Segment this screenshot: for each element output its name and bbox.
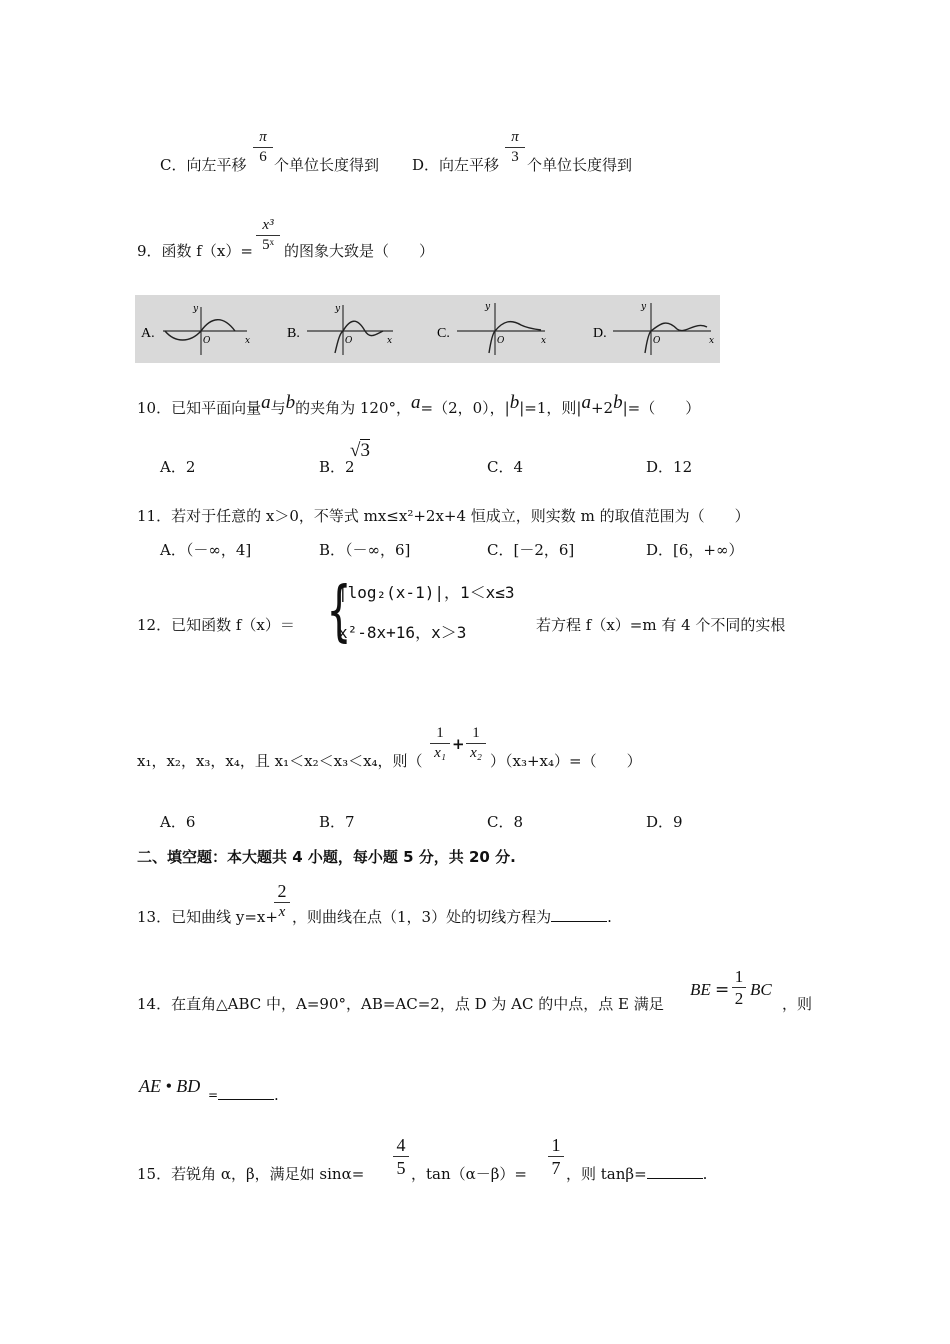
q12-option-d: D．9 xyxy=(646,813,683,831)
q10-vector-b: b xyxy=(285,392,296,413)
q12-line2-suffix: ）（x₃+x₄）=（ ） xyxy=(490,752,642,770)
q10-option-c: C．4 xyxy=(487,458,524,476)
q11-stem: 11．若对于任意的 x＞0，不等式 mx≤x²+2x+4 恒成立，则实数 m 的取值范围为（ ） xyxy=(137,507,750,525)
q13-denominator: x xyxy=(278,904,286,920)
q9-numerator: x³ xyxy=(262,217,274,233)
q14-answer-blank xyxy=(218,1087,274,1100)
q12-fraction-1 xyxy=(430,726,450,761)
q14-answer xyxy=(218,1086,279,1104)
q9-graph-c xyxy=(437,302,546,355)
q15-f2-numerator: 1 xyxy=(551,1135,561,1155)
q9-graph-b-y: y xyxy=(335,304,341,314)
q14-end-period: . xyxy=(274,1086,279,1104)
q9-graph-c-o: O xyxy=(497,336,505,346)
q8-c-numerator: π xyxy=(259,129,267,145)
q9-stem-prefix: 9．函数 f（x）= xyxy=(137,242,253,260)
q13-suffix-text: ，则曲线在点（1，3）处的切线方程为 xyxy=(292,908,552,926)
q8-option-d-prefix: D．向左平移 xyxy=(412,156,500,174)
q12-stem-suffix: 若方程 f（x）=m 有 4 个不同的实根 xyxy=(536,616,786,634)
q9-graph-d-o: O xyxy=(653,336,661,346)
q10-vector-a-2: a xyxy=(411,392,421,413)
section-2-title: 二、填空题：本大题共 4 小题，每小题 5 分，共 20 分. xyxy=(137,848,516,866)
q12-brace: { xyxy=(326,572,352,649)
q14-vector-equation xyxy=(690,968,790,1018)
q9-graph-c-y: y xyxy=(485,302,491,312)
q12-f2-numerator: 1 xyxy=(472,725,480,741)
q13-answer-blank xyxy=(551,909,607,922)
q10-vector-b-3: b xyxy=(613,392,623,413)
q9-graph-a-label: A. xyxy=(141,326,155,341)
q10-text-4: =（2，0），| xyxy=(420,399,510,417)
q15-f1-denominator: 5 xyxy=(396,1158,406,1178)
q9-graph-d-y: y xyxy=(641,302,647,312)
q9-graph-a-y: y xyxy=(193,304,199,314)
q8-option-d-suffix: 个单位长度得到 xyxy=(527,156,633,174)
q10-text-7: |=（ ） xyxy=(622,399,701,417)
q9-graph-a-o: O xyxy=(203,336,211,346)
q9-graph-c-label: C. xyxy=(437,326,450,341)
q8-d-numerator: π xyxy=(511,129,519,145)
q15-stem-prefix: 15．若锐角 α，β，满足如 sinα= xyxy=(137,1165,365,1183)
q8-option-c-prefix: C．向左平移 xyxy=(160,156,247,174)
q15-stem-suffix xyxy=(566,1163,707,1184)
q12-option-c: C．8 xyxy=(487,813,524,831)
q14-denominator: 2 xyxy=(734,989,744,1008)
q9-graph-b-o: O xyxy=(345,336,353,346)
q8-option-c-fraction xyxy=(253,130,273,165)
q10-option-b: B．2 xyxy=(319,458,355,476)
q9-denominator: 5ˣ xyxy=(262,237,274,253)
q12-piece-2: x²-8x+16，x＞3 xyxy=(338,623,467,642)
q10-option-b-radical: √3 xyxy=(350,440,370,461)
q9-stem-suffix: 的图象大致是（ ） xyxy=(284,242,435,260)
q14-line2-expression: AE • BD xyxy=(139,1076,201,1096)
q15-suffix-text: ，则 tanβ= xyxy=(566,1165,647,1183)
q12-fraction-2 xyxy=(466,726,486,761)
q11-option-a: A．（－∞，4] xyxy=(160,541,252,559)
q12-piece-1: |log₂(x-1)|，1＜x≤3 xyxy=(338,583,515,602)
q9-graph-options-image xyxy=(135,295,720,363)
q13-stem-prefix: 13．已知曲线 y=x+ xyxy=(137,908,278,926)
q15-answer-blank xyxy=(647,1166,703,1179)
q12-option-a: A．6 xyxy=(160,813,196,831)
q15-stem-mid: ，tan（α－β）= xyxy=(411,1165,528,1183)
q10-vector-b-2: b xyxy=(509,392,520,413)
q14-stem: 14．在直角△ABC 中，A=90°，AB=AC=2，点 D 为 AC 的中点，点 E 满足 xyxy=(137,995,664,1013)
q11-option-d: D．[6，+∞） xyxy=(646,541,744,559)
q9-graph-b-label: B. xyxy=(287,326,300,341)
q15-f2-denominator: 7 xyxy=(551,1158,561,1178)
q12-f1-denominator: x₁ xyxy=(434,745,446,761)
q14-be: BE xyxy=(690,980,711,999)
q11-option-c: C．[－2，6] xyxy=(487,541,575,559)
q14-eq: = xyxy=(715,980,730,1000)
q10-text-2: 与 xyxy=(270,399,286,417)
q13-fraction xyxy=(274,882,290,920)
q14-fraction xyxy=(732,968,746,1007)
q9-graphs-svg xyxy=(135,295,720,363)
q15-f1-numerator: 4 xyxy=(396,1135,406,1155)
q15-end-period: . xyxy=(702,1165,708,1183)
q9-graph-d xyxy=(593,302,714,355)
q14-line2-eq: = xyxy=(208,1088,219,1102)
q10-option-d: D．12 xyxy=(646,458,693,476)
q9-graph-a-x: x xyxy=(245,336,251,346)
q10-text-6: +2 xyxy=(590,399,614,417)
q12-plus: + xyxy=(452,735,465,753)
q8-c-denominator: 6 xyxy=(259,149,267,165)
q15-fraction-1 xyxy=(393,1136,409,1177)
q9-graph-d-label: D. xyxy=(593,326,607,341)
q10-stem xyxy=(137,392,700,418)
q8-d-denominator: 3 xyxy=(511,149,519,165)
q9-graph-d-x: x xyxy=(709,336,715,346)
q9-graph-a xyxy=(141,304,250,355)
q10-vector-a-3: a xyxy=(581,392,591,413)
q14-numerator: 1 xyxy=(734,967,744,986)
q9-graph-b xyxy=(287,304,393,355)
q14-bc: BC xyxy=(750,980,772,999)
q13-numerator: 2 xyxy=(277,881,287,901)
q8-option-c-suffix: 个单位长度得到 xyxy=(274,156,380,174)
q13-end-period: . xyxy=(607,908,612,926)
q11-option-b: B．（－∞，6] xyxy=(319,541,411,559)
q12-f2-denominator: x₂ xyxy=(470,745,482,761)
q15-fraction-2 xyxy=(548,1136,564,1177)
q14-tail: ，则 xyxy=(782,995,813,1013)
q10-option-a: A．2 xyxy=(160,458,196,476)
q12-line2-prefix: x₁，x₂，x₃，x₄，且 x₁＜x₂＜x₃＜x₄，则（ xyxy=(137,752,423,770)
q10-text-1: 10．已知平面向量 xyxy=(137,399,262,417)
q10-text-5: |=1，则| xyxy=(519,399,582,417)
q9-graph-c-x: x xyxy=(541,336,547,346)
q9-graph-b-x: x xyxy=(387,336,393,346)
q12-stem-prefix: 12．已知函数 f（x）＝ xyxy=(137,616,295,634)
q10-text-3: 的夹角为 120°， xyxy=(295,399,412,417)
q9-fraction xyxy=(256,218,280,253)
q10-vector-a: a xyxy=(261,392,271,413)
q8-option-d-fraction xyxy=(505,130,525,165)
q12-f1-numerator: 1 xyxy=(436,725,444,741)
q12-option-b: B．7 xyxy=(319,813,355,831)
q10-option-b-radicand: 3 xyxy=(360,440,370,461)
q13-stem-suffix xyxy=(292,906,612,927)
